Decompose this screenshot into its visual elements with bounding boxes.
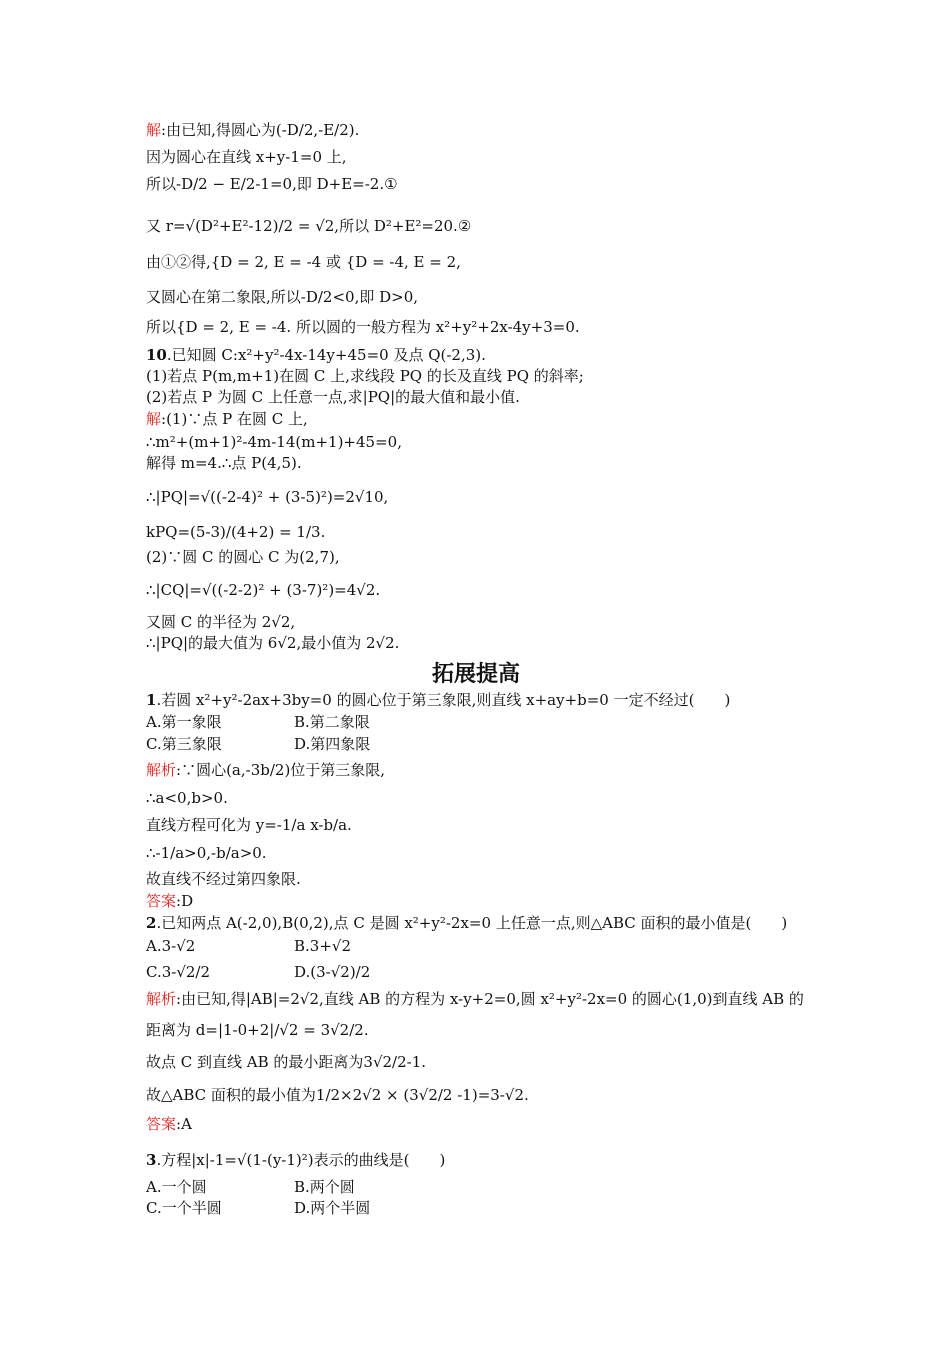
answer-option: C.第三象限 [146, 735, 222, 753]
answer-option: D.第四象限 [294, 735, 371, 753]
text-line [146, 633, 399, 653]
text-line [146, 1052, 426, 1072]
line-text: .若圆 x²+y²-2ax+3by=0 的圆心位于第三象限,则直线 x+ay+b=0 一定不经过( ) [156, 691, 731, 709]
section-label: 解析 [146, 990, 177, 1008]
line-text: 又 r=√(D²+E²-12)/2 = √2,所以 D²+E²=20.② [146, 217, 472, 235]
line-text: ∴|CQ|=√((-2-2)² + (3-7)²)=4√2. [146, 581, 381, 599]
line-text: ∴m²+(m+1)²-4m-14(m+1)+45=0, [146, 433, 402, 451]
section-label: 答案 [146, 1115, 177, 1133]
line-text: .已知两点 A(-2,0),B(0,2),点 C 是圆 x²+y²-2x=0 上任意一点,则△ABC 面积的最小值是( ) [156, 914, 788, 932]
text-line [146, 891, 193, 911]
line-text: :A [176, 1115, 192, 1133]
line-text: :∵圆心(a,-3b/2)位于第三象限, [176, 761, 386, 779]
line-text: 所以{D = 2, E = -4. 所以圆的一般方程为 x²+y²+2x-4y+3=0. [146, 318, 580, 336]
text-line [146, 760, 385, 780]
line-text: (2)∵圆 C 的圆心 C 为(2,7), [146, 548, 340, 566]
answer-option: B.第二象限 [294, 713, 370, 731]
answer-option: C.一个半圆 [146, 1199, 222, 1217]
text-line [146, 522, 325, 542]
line-text: 又圆心在第二象限,所以-D/2<0,即 D>0, [146, 288, 419, 306]
text-line [146, 317, 580, 337]
line-text: 故直线不经过第四象限. [146, 870, 301, 888]
answer-option: B.两个圆 [294, 1178, 355, 1196]
answer-option: B.3+√2 [294, 937, 352, 955]
answer-option: D.两个半圆 [294, 1199, 371, 1217]
line-text: 又圆 C 的半径为 2√2, [146, 613, 296, 631]
text-line [146, 913, 787, 933]
text-line [146, 453, 302, 473]
text-line [146, 147, 347, 167]
text-line [146, 432, 402, 452]
line-text: :D [176, 892, 194, 910]
answer-option: D.(3-√2)/2 [294, 963, 371, 981]
line-text: .方程|x|-1=√(1-(y-1)²)表示的曲线是( ) [156, 1151, 446, 1169]
section-title: 拓展提高 [431, 662, 520, 687]
text-line [146, 216, 471, 236]
line-text: ∴|PQ|=√((-2-4)² + (3-5)²)=2√10, [146, 488, 389, 506]
answer-option: C.3-√2/2 [146, 963, 211, 981]
answer-option: A.一个圆 [146, 1178, 207, 1196]
text-line [146, 815, 352, 835]
text-line [146, 252, 461, 272]
line-text: 故点 C 到直线 AB 的最小距离为3√2/2-1. [146, 1053, 427, 1071]
text-line [146, 174, 398, 194]
section-label: 答案 [146, 892, 177, 910]
line-text: .已知圆 C:x²+y²-4x-14y+45=0 及点 Q(-2,3). [166, 346, 486, 364]
text-line [146, 1020, 369, 1040]
text-line [146, 843, 267, 863]
line-text: ∴-1/a>0,-b/a>0. [146, 844, 267, 862]
text-line [146, 612, 295, 632]
text-line [146, 690, 730, 710]
section-label: 解析 [146, 761, 177, 779]
line-text: :(1)∵点 P 在圆 C 上, [161, 410, 308, 428]
text-line [146, 120, 359, 140]
text-line [146, 345, 486, 365]
line-text: 解得 m=4.∴点 P(4,5). [146, 454, 302, 472]
line-text: 故△ABC 面积的最小值为1/2×2√2 × (3√2/2 -1)=3-√2. [146, 1086, 529, 1104]
line-text: 距离为 d=|1-0+2|/√2 = 3√2/2. [146, 1021, 369, 1039]
question-number: 2 [146, 914, 157, 932]
text-line [146, 366, 584, 386]
line-text: 所以-D/2 − E/2-1=0,即 D+E=-2.① [146, 175, 398, 193]
text-line [146, 989, 804, 1009]
line-text: 由①②得,{D = 2, E = -4 或 {D = -4, E = 2, [146, 253, 461, 271]
text-line [146, 547, 340, 567]
line-text: ∴|PQ|的最大值为 6√2,最小值为 2√2. [146, 634, 400, 652]
line-text: ∴a<0,b>0. [146, 789, 228, 807]
answer-option: A.第一象限 [146, 713, 222, 731]
line-text: (2)若点 P 为圆 C 上任意一点,求|PQ|的最大值和最小值. [146, 388, 520, 406]
question-number: 10 [146, 346, 167, 364]
text-line [146, 287, 418, 307]
line-text: :由已知,得|AB|=2√2,直线 AB 的方程为 x-y+2=0,圆 x²+y²-2x=0 的圆心(1,0)到直线 AB 的 [176, 990, 804, 1008]
section-label: 解 [146, 121, 162, 139]
text-line [146, 487, 388, 507]
line-text: 因为圆心在直线 x+y-1=0 上, [146, 148, 347, 166]
text-line [146, 580, 380, 600]
text-line [146, 1150, 445, 1170]
section-label: 解 [146, 410, 162, 428]
question-number: 1 [146, 691, 157, 709]
text-line [146, 409, 308, 429]
text-line [146, 788, 228, 808]
line-text: kPQ=(5-3)/(4+2) = 1/3. [146, 523, 326, 541]
text-line [146, 869, 301, 889]
answer-option: A.3-√2 [146, 937, 196, 955]
question-number: 3 [146, 1151, 157, 1169]
line-text: 直线方程可化为 y=-1/a x-b/a. [146, 816, 352, 834]
text-line [146, 387, 520, 407]
line-text: (1)若点 P(m,m+1)在圆 C 上,求线段 PQ 的长及直线 PQ 的斜率; [146, 367, 584, 385]
text-line [146, 1085, 529, 1105]
text-line [146, 1114, 192, 1134]
line-text: :由已知,得圆心为(-D/2,-E/2). [161, 121, 360, 139]
